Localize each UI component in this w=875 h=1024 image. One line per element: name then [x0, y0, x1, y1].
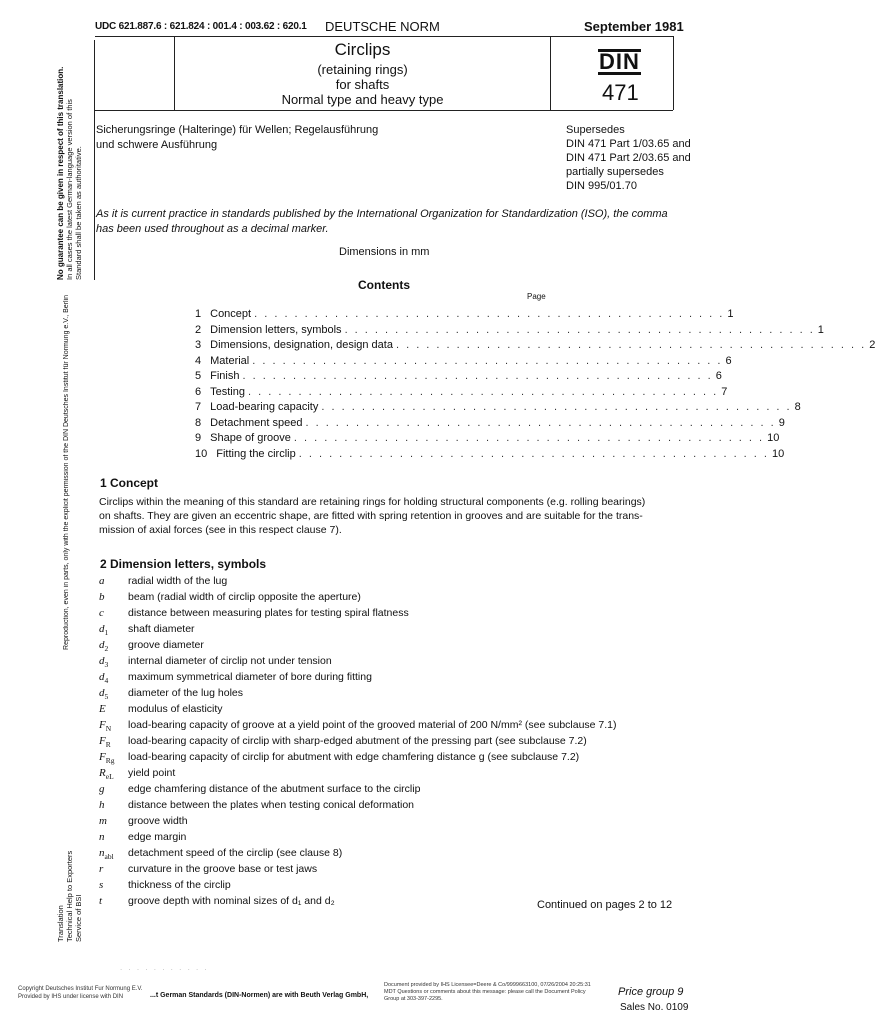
symbol-letter: n	[99, 831, 105, 843]
toc-entry-title: Shape of groove	[210, 432, 291, 444]
german-title: Sicherungsringe (Halteringe) für Wellen; Regelausführung und schwere Ausführung	[96, 124, 379, 151]
toc-entry	[195, 432, 780, 448]
section-1-heading: 1 Concept	[100, 476, 159, 490]
ihs-document-notice: Document provided by IHS Licensee=Deere & Co/9999663100, 07/26/2004 20:25:31 MDT Questions or comments about this message: please call the Document Policy Group at 303-397-2295.	[384, 982, 591, 1002]
symbol-entry	[99, 687, 699, 703]
toc-entry-title: Material	[210, 354, 250, 367]
toc-entry-title: Dimension letters, symbols	[210, 323, 342, 336]
toc-entry-title: Load-bearing capacity	[210, 401, 319, 413]
toc-entry-title: Fitting the circlip	[216, 447, 296, 460]
symbol-letter: $d_2$	[99, 639, 109, 654]
symbol-entry	[99, 719, 699, 735]
toc-entry-title: Detachment speed	[210, 416, 303, 429]
section-1-text: Circlips within the meaning of this standard are retaining rings for holding structural components (e.g. rolling bearings) on shafts. They are given an eccentric shape, are fitted with spring retention in grooves and are suitable for the trans- mission of axial forces (see in this respect clause 7).	[99, 496, 646, 536]
symbol-entry	[99, 623, 699, 639]
toc-entry-number: 4	[195, 354, 202, 367]
continued-note: Continued on pages 2 to 12	[537, 899, 673, 911]
document-subtitle-1: (retaining rings)	[317, 62, 408, 77]
toc-entry	[195, 370, 722, 386]
beuth-notice: ...t German Standards (DIN-Normen) are with Beuth Verlag GmbH,	[150, 992, 369, 999]
symbol-entry	[99, 703, 699, 719]
toc-entry-page: 1	[817, 323, 824, 336]
disclaimer-box-rule	[94, 40, 95, 280]
symbol-letter: $n_{abl}$	[99, 847, 114, 862]
iso-decimal-note: As it is current practice in standards published by the International Organization for Standardization (ISO), the comma has been used throughout as a decimal marker.	[96, 208, 668, 235]
sales-number: Sales No. 0109	[620, 1002, 689, 1013]
header-bottom-rule	[95, 110, 673, 111]
symbol-letter: b	[99, 591, 105, 603]
symbol-letter: $d_5$	[99, 687, 109, 702]
symbol-description: shaft diameter	[128, 623, 195, 635]
symbols-list	[99, 575, 699, 911]
section-2-heading: 2 Dimension letters, symbols	[100, 557, 267, 571]
toc-leader-dots: . . . . . . . . . . . . . . . . . . . . . . . . . . . . . . . . . . . . . . . . . . . . . . .	[321, 401, 792, 413]
symbol-description: edge chamfering distance of the abutment surface to the circlip	[128, 783, 421, 795]
toc-leader-dots: . . . . . . . . . . . . . . . . . . . . . . . . . . . . . . . . . . . . . . . . . . . . . . .	[305, 416, 776, 429]
norm-label: DEUTSCHE NORM	[325, 19, 440, 34]
symbol-entry	[99, 751, 699, 767]
symbol-description: diameter of the lug holes	[128, 687, 243, 699]
symbol-description: edge margin	[128, 831, 187, 843]
symbol-description: thickness of the circlip	[128, 879, 231, 891]
symbol-letter: $F_{Rg}$	[99, 751, 115, 766]
toc-entry-number: 7	[195, 401, 202, 413]
toc-entry-page: 7	[721, 385, 728, 398]
din-number: 471	[602, 80, 639, 105]
symbol-description: groove width	[128, 815, 188, 827]
toc-entry	[195, 401, 801, 417]
symbol-entry	[99, 815, 699, 831]
toc-entry-title: Finish	[210, 370, 240, 382]
symbol-letter: $F_N$	[99, 719, 112, 734]
symbol-description: beam (radial width of circlip opposite the aperture)	[128, 591, 361, 603]
toc-leader-dots: . . . . . . . . . . . . . . . . . . . . . . . . . . . . . . . . . . . . . . . . . . . . . . .	[298, 447, 769, 460]
toc-entry-page: 1	[727, 308, 734, 320]
translation-service: Translation Technical Help to Exporters Service of BSI	[56, 850, 83, 942]
toc-entry-number: 3	[195, 339, 202, 351]
symbol-letter: g	[99, 783, 105, 795]
toc-entry-page: 6	[725, 354, 732, 367]
toc-entry-page: 8	[794, 401, 801, 413]
symbol-letter: h	[99, 799, 105, 811]
toc-leader-dots: . . . . . . . . . . . . . . . . . . . . . . . . . . . . . . . . . . . . . . . . . . . . . . .	[344, 323, 815, 336]
symbol-letter: t	[99, 895, 103, 907]
symbol-entry	[99, 655, 699, 671]
symbol-letter: $R_{eL}$	[99, 767, 114, 782]
toc-entry	[195, 354, 732, 371]
toc-entry-number: 5	[195, 370, 202, 382]
symbol-entry	[99, 591, 699, 607]
udc-code: UDC 621.887.6 : 621.824 : 001.4 : 003.62 : 620.1	[95, 21, 307, 32]
symbol-entry	[99, 767, 699, 783]
price-group: Price group 9	[618, 986, 684, 998]
symbol-entry	[99, 879, 699, 895]
toc-leader-dots: . . . . . . . . . . . . . . . . . . . . . . . . . . . . . . . . . . . . . . . . . . . . . . .	[254, 308, 725, 320]
contents-heading: Contents	[358, 278, 410, 292]
guarantee-disclaimer: No guarantee can be given in respect of this translation. In all cases the latest German-language version of this Standard shall be taken as authoritative.	[56, 66, 83, 280]
symbol-description: load-bearing capacity of circlip with sharp-edged abutment of the pressing part (see subclause 7.2)	[128, 735, 587, 747]
toc-entry	[195, 339, 875, 355]
symbol-entry	[99, 783, 699, 799]
toc-entry-page: 2	[869, 339, 875, 351]
toc-entry-title: Dimensions, designation, design data	[210, 339, 393, 351]
symbol-letter: $d_3$	[99, 655, 109, 670]
toc-entry	[195, 308, 734, 324]
symbol-description: detachment speed of the circlip (see clause 8)	[128, 847, 343, 859]
dimensions-note: Dimensions in mm	[339, 246, 430, 258]
symbol-description: distance between measuring plates for testing spiral flatness	[128, 607, 409, 619]
toc-entry-page: 9	[778, 416, 785, 429]
toc-leader-dots: . . . . . . . . . . . . . . . . . . . . . . . . . . . . . . . . . . . . . . . . . . . . . . .	[242, 370, 713, 382]
toc-entry	[195, 385, 728, 402]
toc-leader-dots: . . . . . . . . . . . . . . . . . . . . . . . . . . . . . . . . . . . . . . . . . . . . . . .	[395, 339, 867, 351]
symbol-letter: r	[99, 863, 104, 875]
toc-entry	[195, 447, 785, 464]
document-title: Circlips	[334, 40, 391, 59]
toc-entry-number: 10	[195, 447, 208, 460]
symbol-description: curvature in the groove base or test jaws	[128, 863, 318, 875]
symbol-entry	[99, 575, 699, 591]
symbol-letter: E	[99, 703, 106, 715]
symbol-letter: $d_1$	[99, 623, 109, 638]
toc-entry-page: 10	[771, 447, 785, 460]
toc-entry-page: 10	[767, 432, 780, 444]
toc-entry-number: 2	[195, 323, 202, 336]
symbol-entry	[99, 863, 699, 879]
symbol-entry	[99, 799, 699, 815]
table-of-contents	[195, 308, 875, 463]
symbol-description: internal diameter of circlip not under tension	[128, 655, 332, 667]
toc-entry-page: 6	[715, 370, 722, 382]
toc-entry-number: 9	[195, 432, 202, 444]
symbol-letter: $F_R$	[99, 735, 111, 750]
header-divider-right	[550, 36, 551, 110]
toc-leader-dots: . . . . . . . . . . . . . . . . . . . . . . . . . . . . . . . . . . . . . . . . . . . . . . .	[252, 354, 723, 367]
symbol-letter: s	[99, 879, 104, 891]
toc-entry-title: Testing	[210, 385, 245, 398]
supersedes-block: Supersedes DIN 471 Part 1/03.65 and DIN 471 Part 2/03.65 and partially supersedes DIN 995/01.70	[566, 124, 691, 192]
symbol-entry	[99, 607, 699, 623]
symbol-letter: m	[99, 815, 107, 827]
publication-date: September 1981	[584, 19, 684, 34]
symbol-entry	[99, 671, 699, 687]
symbol-description: groove depth with nominal sizes of d₁ and d₂	[128, 895, 335, 907]
reproduction-notice: Reproduction, even in parts, only with the explicit permission of the DIN Deutsches Institut für Normung e.V., Berlin	[63, 295, 70, 650]
header-top-rule	[95, 36, 673, 37]
symbol-letter: a	[99, 575, 105, 587]
toc-leader-dots: . . . . . . . . . . . . . . . . . . . . . . . . . . . . . . . . . . . . . . . . . . . . . . .	[293, 432, 765, 444]
symbol-letter: c	[99, 607, 104, 619]
symbol-description: radial width of the lug	[128, 575, 228, 587]
contents-page-label: Page	[527, 292, 546, 301]
toc-entry-number: 1	[195, 308, 202, 320]
toc-entry-number: 8	[195, 416, 202, 429]
document-subtitle-3: Normal type and heavy type	[281, 92, 444, 107]
toc-entry	[195, 323, 824, 340]
symbol-entry	[99, 735, 699, 751]
symbol-entry	[99, 847, 699, 863]
toc-entry-number: 6	[195, 385, 202, 398]
symbol-description: distance between the plates when testing conical deformation	[128, 799, 415, 811]
symbol-description: maximum symmetrical diameter of bore during fitting	[128, 671, 372, 683]
toc-leader-dots: . . . . . . . . . . . . . . . . . . . . . . . . . . . . . . . . . . . . . . . . . . . . . . .	[247, 385, 719, 398]
symbol-description: load-bearing capacity of circlip for abutment with edge chamfering distance g (see subclause 7.2)	[128, 751, 580, 763]
header-border-right	[673, 36, 674, 110]
symbol-entry	[99, 831, 699, 847]
symbol-description: yield point	[128, 767, 176, 779]
din-logo: DIN	[599, 49, 640, 74]
document-subtitle-2: for shafts	[335, 77, 390, 92]
toc-entry	[195, 416, 785, 433]
symbol-entry	[99, 639, 699, 655]
faint-scan-marks: . . . . . . . . . . .	[120, 963, 209, 972]
symbol-description: load-bearing capacity of groove at a yield point of the grooved material of 200 N/mm² (see subclause 7.1)	[128, 719, 617, 731]
symbol-description: modulus of elasticity	[128, 703, 223, 715]
symbol-letter: $d_4$	[99, 671, 109, 686]
symbol-description: groove diameter	[128, 639, 204, 651]
toc-entry-title: Concept	[210, 308, 252, 320]
copyright-notice: Copyright Deutsches Institut Fur Normung E.V. Provided by IHS under license with DIN	[18, 986, 143, 1000]
